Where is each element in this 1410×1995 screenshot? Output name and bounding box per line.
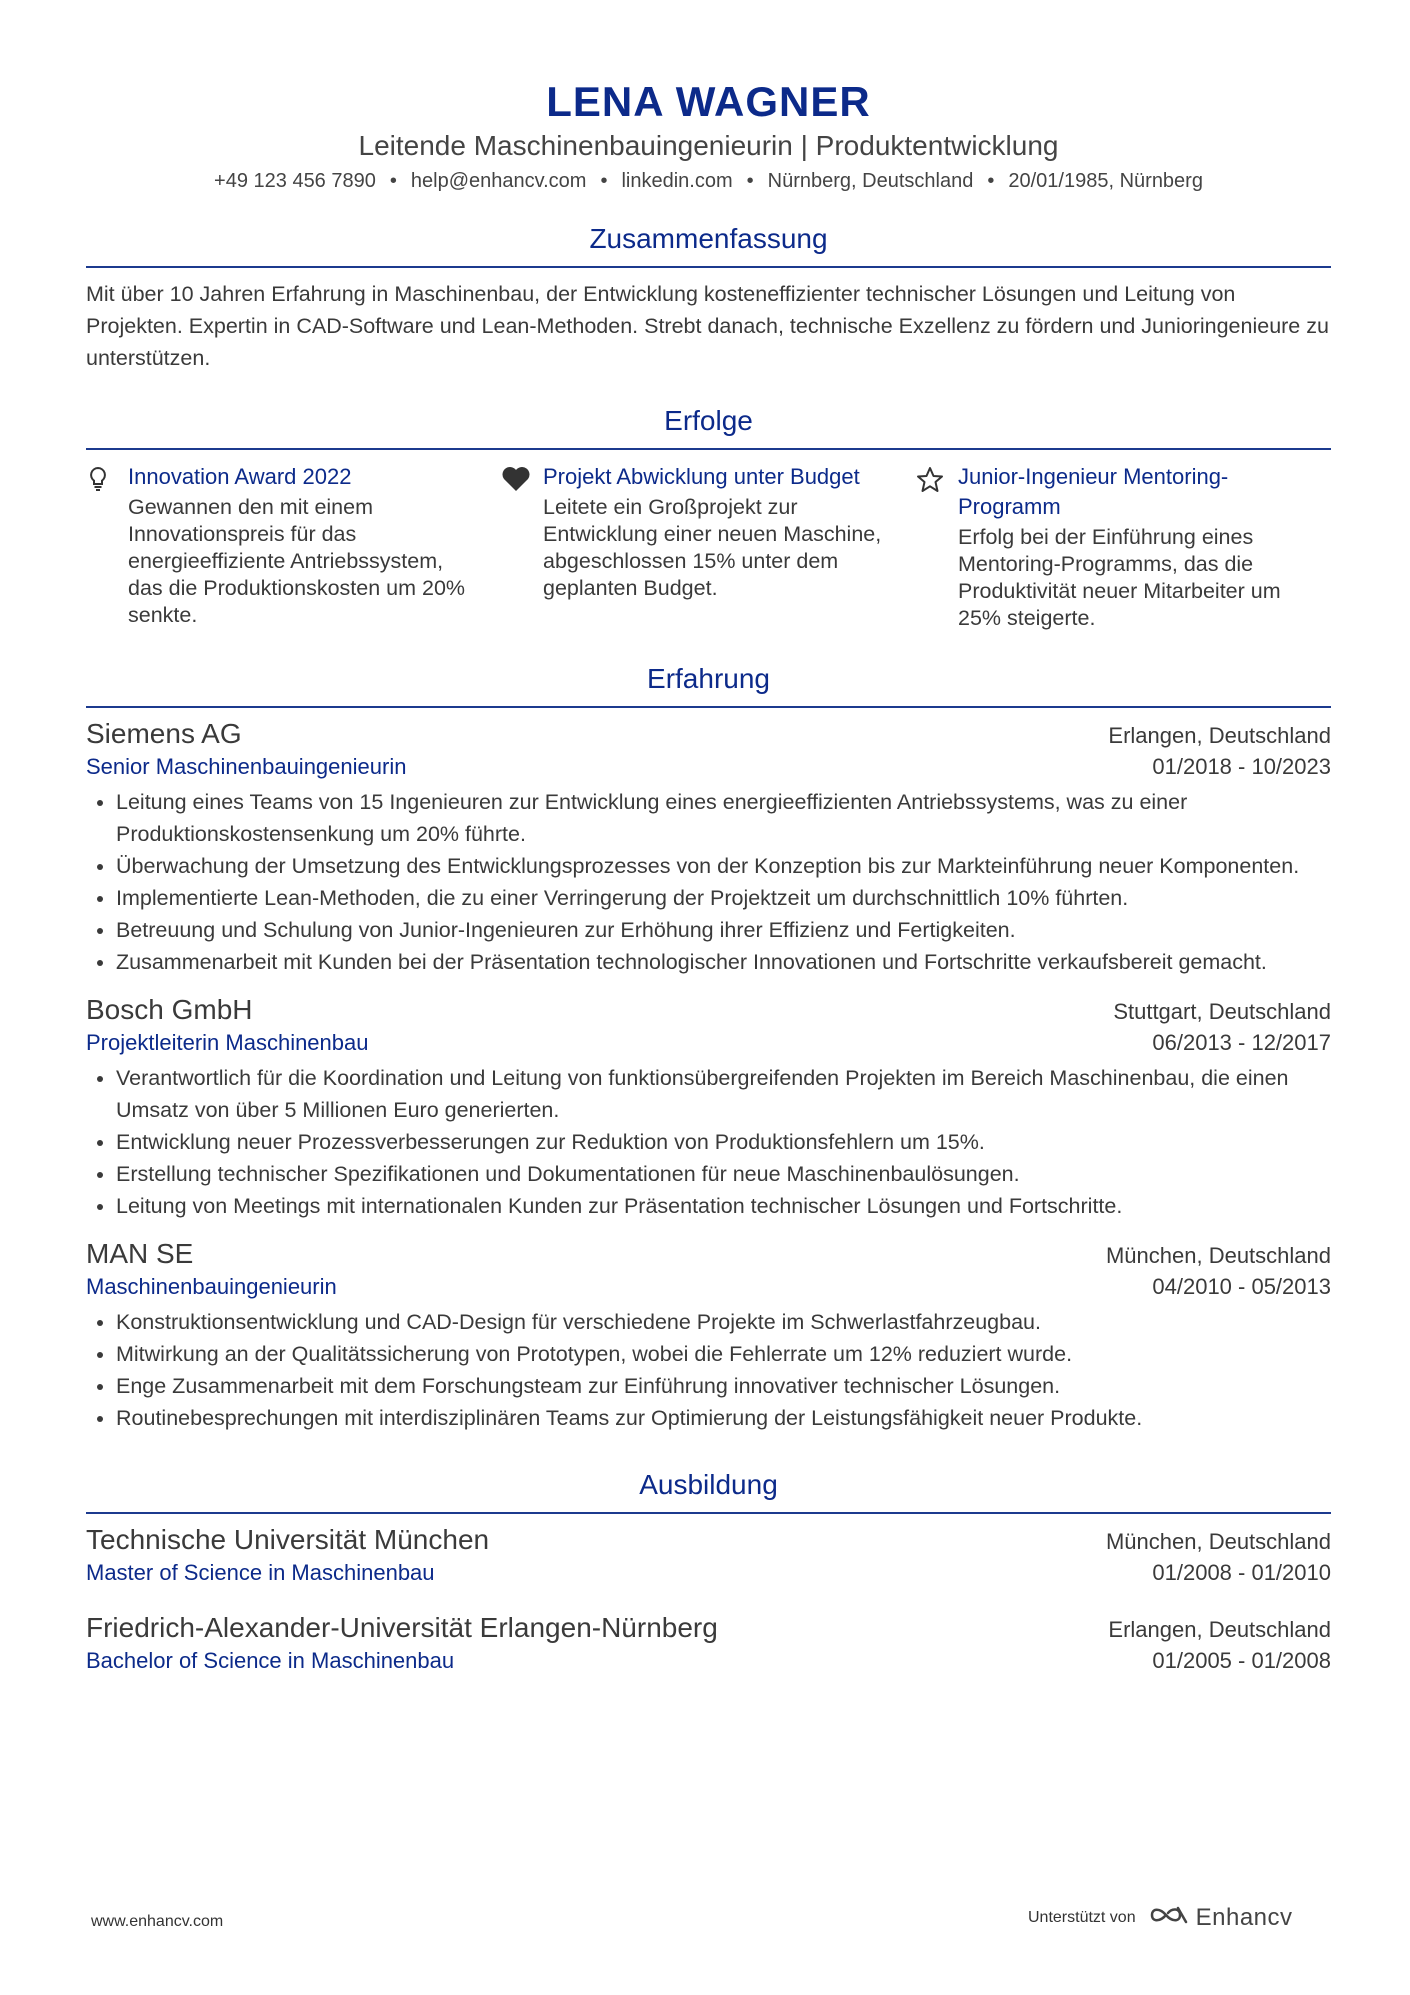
candidate-name: LENA WAGNER	[546, 78, 871, 125]
job-entry	[86, 716, 1331, 978]
list-item: • Erstellung technischer Spezifikationen und Dokumentationen für neue Maschinenbaulösungen.	[116, 1158, 1331, 1190]
footer-powered-by[interactable]	[1028, 1903, 1293, 1932]
achievement-desc: Leitete ein Großprojekt zur Entwicklung einer neuen Maschine, abgeschlossen 15% unter dem geplanten Budget.	[543, 495, 882, 600]
achievement-title: Junior-Ingenieur Mentoring-Programm	[958, 464, 1229, 519]
contact-phone: +49 123 456 7890	[214, 170, 376, 192]
job-role: Senior Maschinenbauingenieurin	[86, 754, 407, 779]
job-entry	[86, 992, 1331, 1222]
job-company: Siemens AG	[86, 718, 242, 749]
contact-linkedin[interactable]: linkedin.com	[621, 170, 733, 192]
star-icon	[916, 462, 958, 632]
education-entry	[86, 1610, 1331, 1676]
job-company: Bosch GmbH	[86, 994, 253, 1025]
edu-dates: 01/2005 - 01/2008	[1152, 1648, 1331, 1673]
edu-school: Friedrich-Alexander-Universität Erlangen-Nürnberg	[86, 1612, 718, 1643]
list-item: • Enge Zusammenarbeit mit dem Forschungsteam zur Einführung innovativer technischer Lösungen.	[116, 1370, 1331, 1402]
experience-section	[86, 662, 1331, 1434]
footer-website[interactable]: www.enhancv.com	[91, 1913, 224, 1930]
list-item: • Betreuung und Schulung von Junior-Ingenieuren zur Erhöhung ihrer Effizienz und Fertigkeiten.	[116, 914, 1331, 946]
bullet-separator: •	[389, 170, 397, 192]
edu-degree: Master of Science in Maschinenbau	[86, 1560, 435, 1585]
candidate-subtitle: Leitende Maschinenbauingenieurin | Produktentwicklung	[358, 130, 1059, 161]
section-divider	[86, 448, 1331, 450]
list-item: • Verantwortlich für die Koordination und Leitung von funktionsübergreifenden Projekten im Bereich Maschinenbau, die einen Umsatz von über 5 Millionen Euro generierten.	[116, 1062, 1331, 1126]
edu-location: München, Deutschland	[1105, 1529, 1331, 1554]
achievement-item	[916, 462, 1331, 632]
achievements-list	[86, 462, 1331, 632]
bullet-separator: •	[746, 170, 754, 192]
contact-line	[86, 168, 1331, 194]
achievements-section	[86, 404, 1331, 632]
education-section	[86, 1468, 1331, 1676]
section-title-experience: Erfahrung	[647, 663, 770, 694]
job-location: München, Deutschland	[1105, 1243, 1331, 1268]
edu-degree: Bachelor of Science in Maschinenbau	[86, 1648, 455, 1673]
job-entry	[86, 1236, 1331, 1434]
job-bullets	[86, 786, 1331, 978]
achievement-title: Innovation Award 2022	[128, 464, 352, 489]
lightbulb-icon	[86, 462, 128, 632]
section-title-education: Ausbildung	[639, 1469, 778, 1500]
section-title-summary: Zusammenfassung	[589, 223, 828, 254]
list-item: • Leitung eines Teams von 15 Ingenieuren zur Entwicklung eines energieeffizienten Antriebssystems, was zu einer Produktionskostensenkung um 20% führte.	[116, 786, 1331, 850]
summary-text: Mit über 10 Jahren Erfahrung in Maschinenbau, der Entwicklung kosteneffizienter technischer Lösungen und Leitung von Projekten. Expertin in CAD-Software und Lean-Methoden. Strebt danach, technische Exzellenz zu fördern und Junioringenieure zu unterstützen.	[86, 282, 1329, 370]
achievement-item	[501, 462, 916, 632]
achievement-desc: Gewannen den mit einem Innovationspreis für das energieeffiziente Antriebssystem, das die Produktionskosten um 20% senkte.	[128, 495, 466, 627]
list-item: • Implementierte Lean-Methoden, die zu einer Verringerung der Projektzeit um durchschnittlich 10% führten.	[116, 882, 1331, 914]
powered-by-label: Unterstützt von	[1028, 1908, 1136, 1926]
job-dates: 06/2013 - 12/2017	[1152, 1030, 1331, 1055]
section-divider	[86, 266, 1331, 268]
job-location: Erlangen, Deutschland	[1108, 723, 1331, 748]
list-item: • Konstruktionsentwicklung und CAD-Design für verschiedene Projekte im Schwerlastfahrzeugbau.	[116, 1306, 1331, 1338]
edu-dates: 01/2008 - 01/2010	[1152, 1560, 1331, 1585]
contact-birth: 20/01/1985, Nürnberg	[1008, 170, 1203, 192]
contact-email[interactable]: help@enhancv.com	[410, 170, 587, 192]
section-divider	[86, 706, 1331, 708]
section-divider	[86, 1512, 1331, 1514]
list-item: • Leitung von Meetings mit internationalen Kunden zur Präsentation technischer Lösungen und Fortschritte.	[116, 1190, 1331, 1222]
bullet-separator: •	[600, 170, 608, 192]
heart-icon	[501, 462, 543, 632]
enhancv-logo-icon	[1146, 1903, 1190, 1932]
resume-page	[86, 78, 1331, 1676]
enhancv-brand: Enhancv	[1195, 1903, 1293, 1931]
job-dates: 04/2010 - 05/2013	[1152, 1274, 1331, 1299]
education-entry	[86, 1522, 1331, 1588]
edu-school: Technische Universität München	[86, 1524, 490, 1555]
job-bullets	[86, 1306, 1331, 1434]
job-bullets	[86, 1062, 1331, 1222]
list-item: • Routinebesprechungen mit interdisziplinären Teams zur Optimierung der Leistungsfähigkeit neuer Produkte.	[116, 1402, 1331, 1434]
achievement-item	[86, 462, 501, 632]
list-item: • Mitwirkung an der Qualitätssicherung von Prototypen, wobei die Fehlerrate um 12% reduziert wurde.	[116, 1338, 1331, 1370]
job-dates: 01/2018 - 10/2023	[1152, 754, 1331, 779]
edu-location: Erlangen, Deutschland	[1108, 1617, 1331, 1642]
list-item: • Zusammenarbeit mit Kunden bei der Präsentation technologischer Innovationen und Fortschritte verkaufsbereit gemacht.	[116, 946, 1331, 978]
summary-section	[86, 222, 1331, 374]
list-item: • Entwicklung neuer Prozessverbesserungen zur Reduktion von Produktionsfehlern um 15%.	[116, 1126, 1331, 1158]
achievement-title: Projekt Abwicklung unter Budget	[543, 464, 860, 489]
contact-location: Nürnberg, Deutschland	[767, 170, 974, 192]
section-title-achievements: Erfolge	[664, 405, 753, 436]
job-role: Projektleiterin Maschinenbau	[86, 1030, 369, 1055]
job-role: Maschinenbauingenieurin	[86, 1274, 337, 1299]
list-item: • Überwachung der Umsetzung des Entwicklungsprozesses von der Konzeption bis zur Markteinführung neuer Komponenten.	[116, 850, 1331, 882]
job-location: Stuttgart, Deutschland	[1113, 999, 1331, 1024]
job-company: MAN SE	[86, 1238, 194, 1269]
achievement-desc: Erfolg bei der Einführung eines Mentoring-Programms, das die Produktivität neuer Mitarbeiter um 25% steigerte.	[958, 525, 1281, 630]
bullet-separator: •	[987, 170, 995, 192]
